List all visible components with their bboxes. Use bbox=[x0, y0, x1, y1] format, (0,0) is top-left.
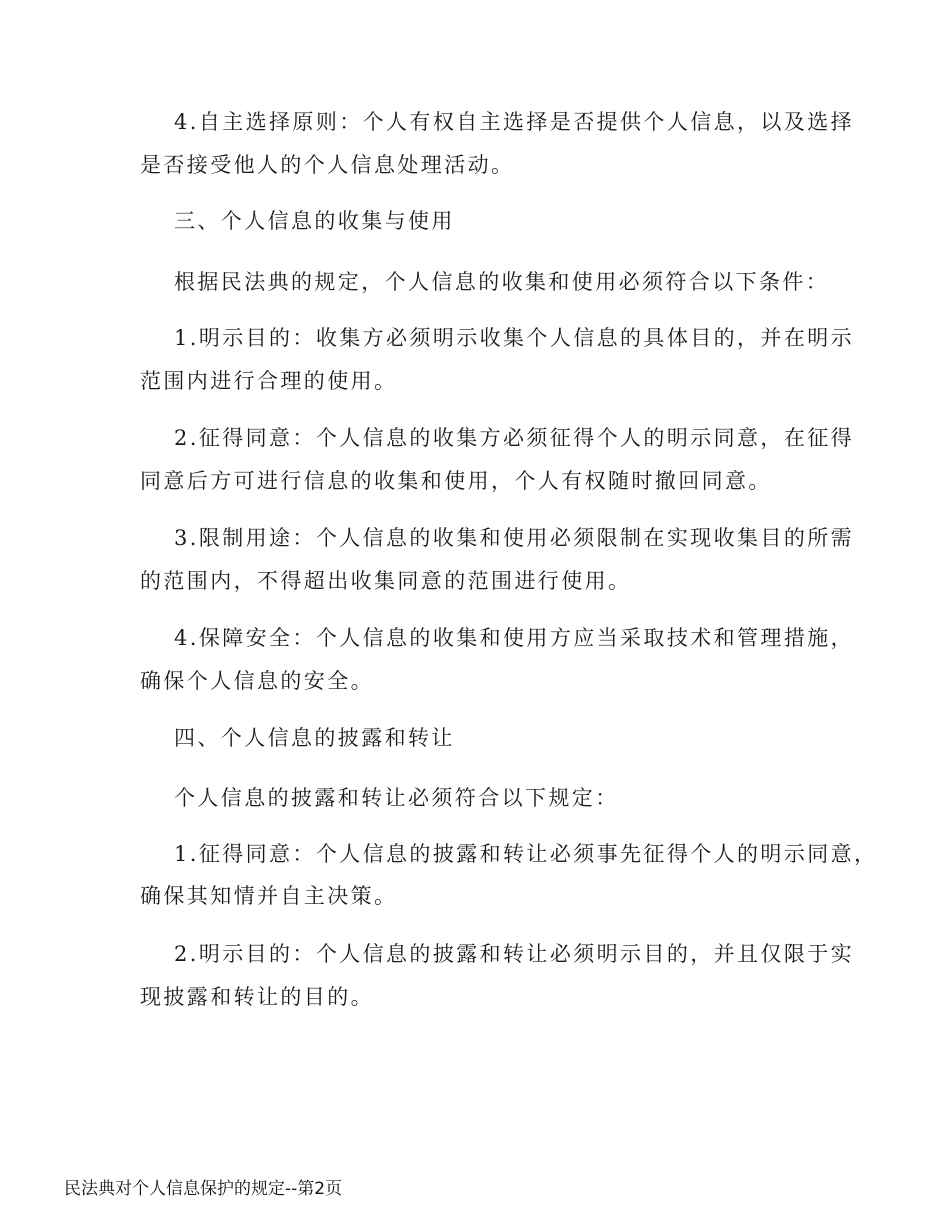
paragraph-line: 确保个人信息的安全。 bbox=[140, 669, 374, 693]
paragraph-line: 3.限制用途：个人信息的收集和使用必须限制在实现收集目的所需 bbox=[174, 526, 855, 550]
paragraph-line: 是否接受他人的个人信息处理活动。 bbox=[140, 153, 515, 177]
paragraph-line: 同意后方可进行信息的收集和使用，个人有权随时撤回同意。 bbox=[140, 469, 772, 493]
paragraph-line: 现披露和转让的目的。 bbox=[140, 985, 374, 1009]
section-heading: 四、个人信息的披露和转让 bbox=[174, 726, 455, 750]
paragraph-line: 1.征得同意：个人信息的披露和转让必须事先征得个人的明示同意， bbox=[174, 842, 878, 866]
paragraph-line: 2.明示目的：个人信息的披露和转让必须明示目的，并且仅限于实 bbox=[174, 942, 855, 966]
paragraph-line: 2.征得同意：个人信息的收集方必须征得个人的明示同意，在征得 bbox=[174, 426, 855, 450]
paragraph-line: 确保其知情并自主决策。 bbox=[140, 884, 398, 908]
paragraph-line: 个人信息的披露和转让必须符合以下规定： bbox=[174, 786, 619, 810]
paragraph-line: 4.自主选择原则：个人有权自主选择是否提供个人信息，以及选择 bbox=[174, 110, 855, 134]
section-heading: 三、个人信息的收集与使用 bbox=[174, 209, 455, 233]
paragraph-line: 的范围内，不得超出收集同意的范围进行使用。 bbox=[140, 569, 632, 593]
paragraph-line: 1.明示目的：收集方必须明示收集个人信息的具体目的，并在明示 bbox=[174, 326, 855, 350]
paragraph-line: 根据民法典的规定，个人信息的收集和使用必须符合以下条件： bbox=[174, 270, 830, 294]
page-footer: 民法典对个人信息保护的规定--第2页 bbox=[64, 1179, 343, 1199]
paragraph-line: 4.保障安全：个人信息的收集和使用方应当采取技术和管理措施， bbox=[174, 626, 855, 650]
paragraph-line: 范围内进行合理的使用。 bbox=[140, 369, 398, 393]
